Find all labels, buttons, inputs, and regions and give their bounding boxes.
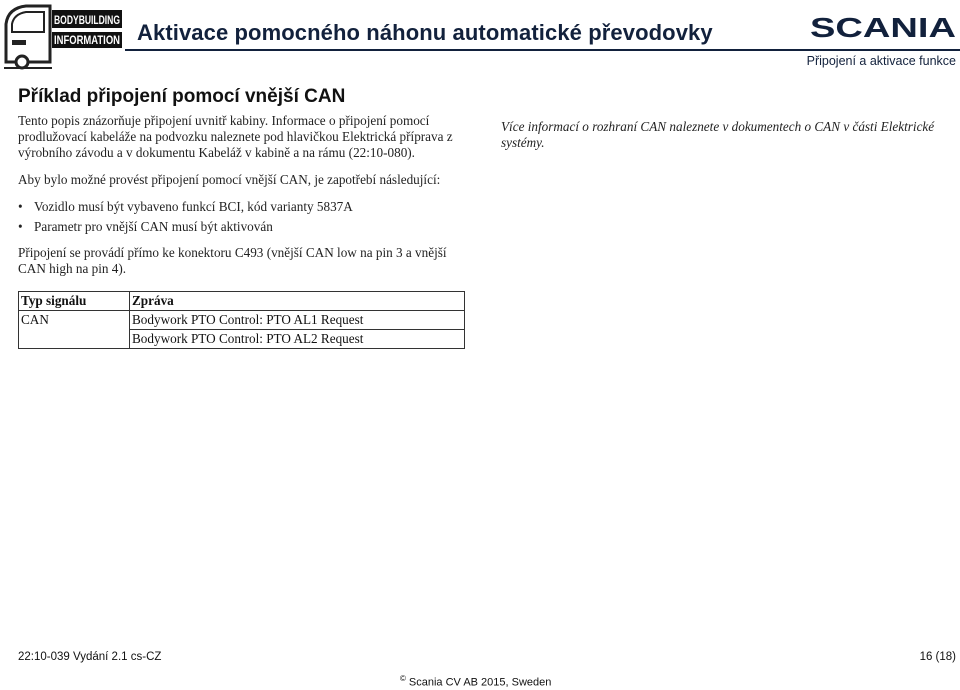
section-heading: Příklad připojení pomocí vnější CAN [18, 86, 346, 107]
connection-paragraph: Připojení se provádí přímo ke konektoru C493 (vnější CAN low na pin 3 a vnější CAN high na pin 4). [18, 245, 447, 276]
bullet-icon: • [18, 219, 23, 234]
logo-line-1: BODYBUILDING [54, 15, 121, 27]
bodybuilding-information-logo [2, 2, 126, 70]
copyright-text: Scania CV AB 2015, Sweden [408, 676, 552, 689]
side-note: Více informací o rozhraní CAN naleznete v dokumentech o CAN v části Elektrické systémy. [501, 119, 935, 150]
signal-table [18, 291, 465, 349]
page-header [0, 0, 960, 72]
table-header-row [19, 292, 465, 311]
intro-paragraph: Tento popis znázorňuje připojení uvnitř kabiny. Informace o připojení pomocí prodlužovací kabeláže na podvozku naleznete pod hlavičkou Elektrická příprava z výrobního závodu a v dokumentu Kabeláž v kabině a na rámu (22:10-080). [18, 113, 453, 160]
requirement-item [18, 197, 353, 217]
scania-logo [809, 12, 957, 43]
table-row [19, 311, 465, 330]
message-cell: Bodywork PTO Control: PTO AL2 Request [130, 330, 465, 349]
requirement-text: Vozidlo musí být vybaveno funkcí BCI, kód varianty 5837A [34, 199, 353, 214]
document-reference: 22:10-039 Vydání 2.1 cs-CZ [18, 651, 162, 663]
requirement-text: Parametr pro vnější CAN musí být aktivován [34, 219, 273, 234]
signal-type-cell: CAN [19, 311, 130, 349]
header-rule [125, 49, 960, 51]
column-header-signal-type: Typ signálu [19, 292, 130, 311]
requirements-list [18, 197, 353, 237]
document-title: Aktivace pomocného náhonu automatické převodovky [137, 20, 713, 45]
column-header-message: Zpráva [130, 292, 465, 311]
requirement-item [18, 217, 353, 237]
scania-wordmark: SCANIA [810, 12, 956, 43]
page-number: 16 (18) [919, 651, 956, 663]
requirements-lead: Aby bylo možné provést připojení pomocí vnější CAN, je zapotřebí následující: [18, 172, 441, 187]
message-cell: Bodywork PTO Control: PTO AL1 Request [130, 311, 465, 330]
bullet-icon: • [18, 199, 23, 214]
section-label: Připojení a aktivace funkce [806, 54, 956, 68]
copyright-icon: © [400, 674, 406, 683]
logo-line-2: INFORMATION [54, 35, 120, 47]
copyright-notice [400, 674, 551, 689]
